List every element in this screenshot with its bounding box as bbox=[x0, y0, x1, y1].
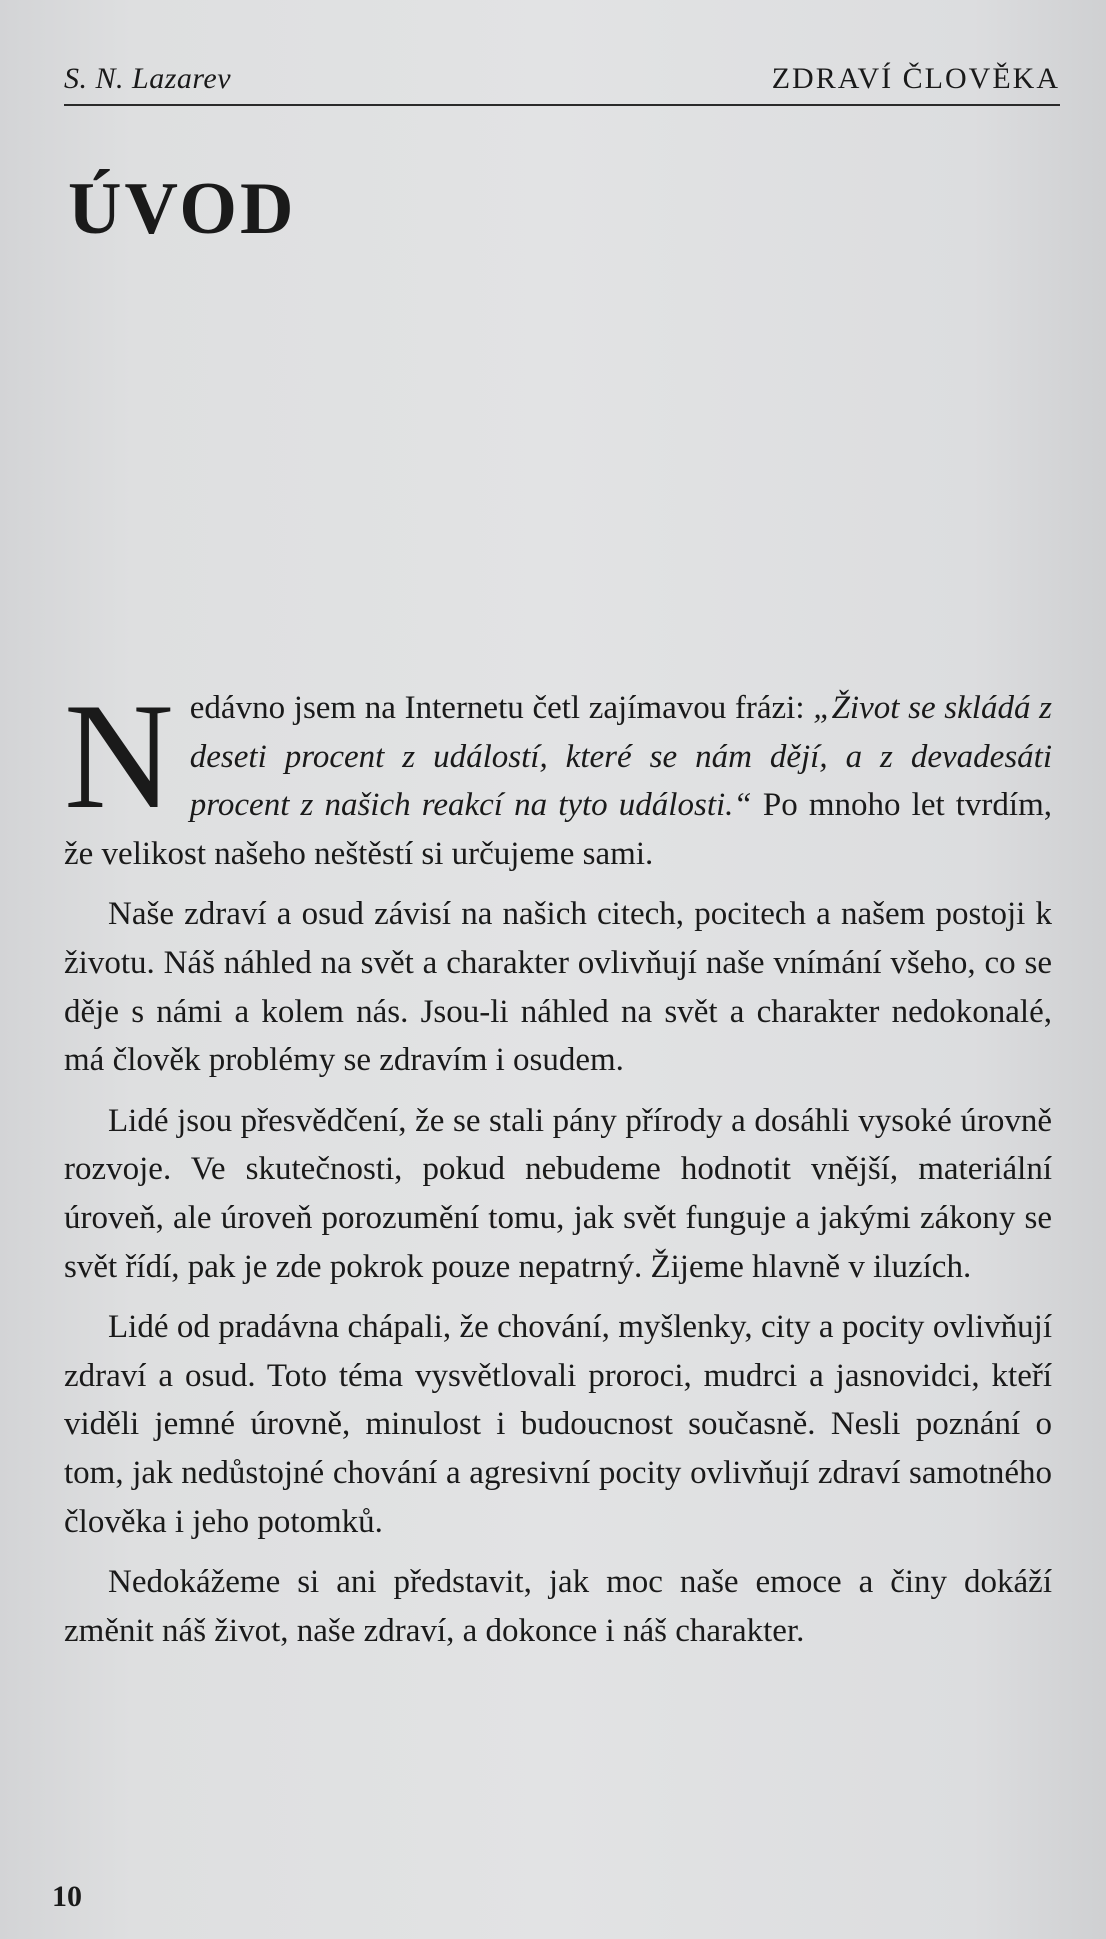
chapter-title: ÚVOD bbox=[68, 168, 297, 250]
paragraph-1-rest: Po mnoho let tvrdím, že velikost našeho neštěstí si určujeme sami. bbox=[64, 787, 1053, 872]
opening-quote: „Život se skládá z deseti procent z událostí, které se nám dějí, a z devadesáti procent z našich reakcí na tyto události.“ bbox=[189, 690, 1052, 824]
paragraph-3: Lidé jsou přesvědčení, že se stali pány přírody a dosáhli vysoké úrovně rozvoje. Ve skutečnosti, pokud nebudeme hodnotit vnější, materiální úroveň, ale úroveň porozumění tomu, jak svět funguje a jakými zákony se svět řídí, pak je zde pokrok pouze nepatrný. Žijeme hlavně v iluzích. bbox=[64, 1102, 1052, 1285]
paragraph-4: Lidé od pradávna chápali, že chování, myšlenky, city a pocity ovlivňují zdraví a osud. Toto téma vysvětlovali proroci, mudrci a jasnovidci, kteří viděli jemné úrovně, minulost i budoucnost současně. Nesli poznání o tom, jak nedůstojné chování a agresivní pocity ovlivňují zdraví samotného člověka i jeho potomků. bbox=[64, 1309, 1052, 1540]
paragraph-1-lead: edávno jsem na Internetu četl zajímavou frázi: bbox=[189, 690, 814, 726]
page-number: 10 bbox=[52, 1880, 82, 1913]
paragraph-2: Naše zdraví a osud závisí na našich citech, pocitech a našem postoji k životu. Náš náhled na svět a charakter ovlivňují naše vnímání všeho, co se děje s námi a kolem nás. Jsou-li náhled na svět a charakter nedokonalé, má člověk problémy se zdravím i osudem. bbox=[64, 896, 1052, 1079]
book-title: ZDRAVÍ ČLOVĚKA bbox=[771, 62, 1060, 95]
paragraph-5: Nedokážeme si ani představit, jak moc naše emoce a činy dokáží změnit náš život, naše zdraví, a dokonce i náš charakter. bbox=[64, 1564, 1052, 1649]
paragraph-1 bbox=[64, 672, 1053, 878]
running-header bbox=[64, 58, 1060, 106]
drop-cap: N bbox=[64, 672, 174, 840]
body-text bbox=[64, 672, 1053, 1667]
author-name: S. N. Lazarev bbox=[64, 62, 232, 95]
